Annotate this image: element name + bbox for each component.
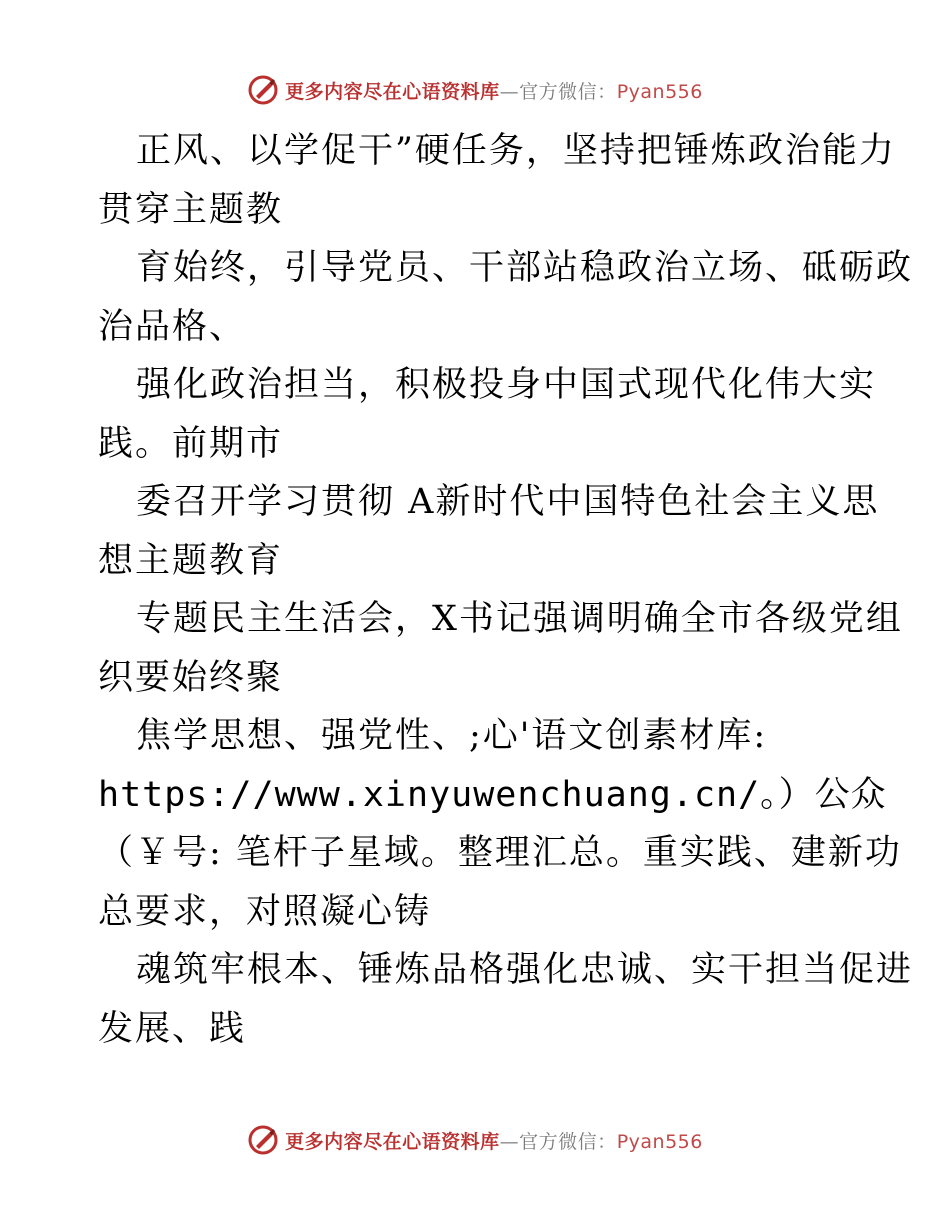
- body-line-10: 织要始终聚: [98, 657, 284, 698]
- body-line-8: 想主题教育: [98, 540, 284, 581]
- body-line-11: 焦学思想、强党性、;心'语文创素材库:: [136, 716, 768, 756]
- document-body: [98, 122, 914, 1058]
- body-line-7: 委召开学习贯彻 A新时代中国特色社会主义思: [136, 482, 880, 522]
- header-text: 更多内容尽在心语资料库—官方微信：Pyan556: [285, 80, 703, 103]
- body-line-16: 发展、践: [98, 1008, 247, 1049]
- body-line-9: 专题民主生活会，X书记强调明确全市各级党组: [136, 599, 903, 639]
- xinyu-logo-icon: [247, 74, 279, 106]
- page-header-banner: [0, 70, 950, 110]
- body-line-6: 践。前期市: [98, 423, 284, 464]
- body-line-3: 育始终，引导党员、干部站稳政治立场、砥砺政: [136, 248, 914, 288]
- body-line-14: 总要求，对照凝心铸: [98, 891, 432, 932]
- body-line-13: （￥号: 笔杆子星域。整理汇总。重实践、建新功: [98, 833, 902, 873]
- body-line-5: 强化政治担当，积极投身中国式现代化伟大实: [136, 365, 877, 405]
- page-footer-banner: [0, 1120, 950, 1160]
- body-line-12-url: https://www.xinyuwenchuang.cn/。）公众: [98, 774, 887, 815]
- xinyu-logo-icon: [247, 1124, 279, 1156]
- body-line-2: 贯穿主题教: [98, 189, 284, 230]
- body-line-1: 正风、以学促干”硬任务，坚持把锤炼政治能力: [136, 131, 896, 171]
- body-line-4: 治品格、: [98, 306, 247, 347]
- footer-text: 更多内容尽在心语资料库—官方微信：Pyan556: [285, 1130, 703, 1153]
- body-line-15: 魂筑牢根本、锤炼品格强化忠诚、实干担当促进: [136, 950, 914, 990]
